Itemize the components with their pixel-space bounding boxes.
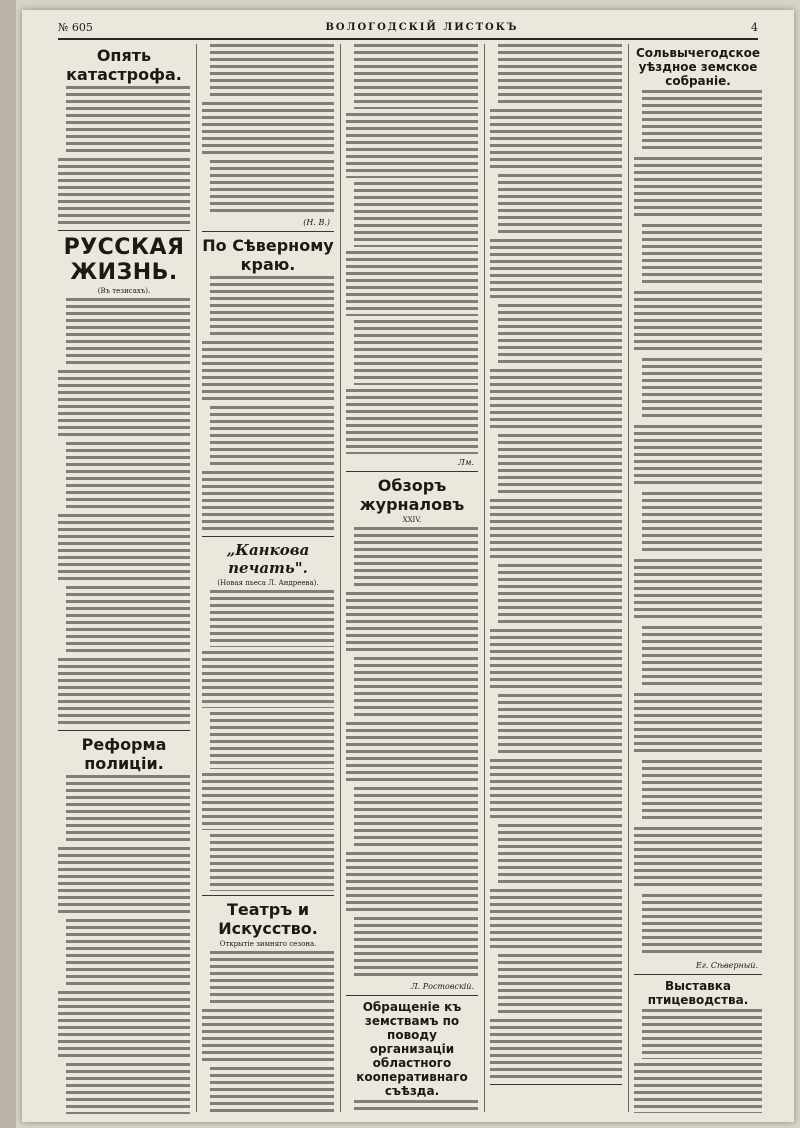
column-divider (196, 44, 197, 1112)
column-3 (346, 44, 478, 1114)
column-1 (58, 44, 190, 1114)
text-paragraph (354, 917, 478, 978)
article (634, 46, 762, 975)
article-divider (58, 230, 190, 231)
article-headline: Выставка птицеводства. (647, 979, 749, 1007)
masthead (58, 16, 758, 40)
text-paragraph (642, 358, 762, 421)
text-paragraph (210, 951, 334, 1005)
article (490, 44, 622, 1085)
text-paragraph (346, 251, 478, 316)
article-headline: Обращеніе къ земствамъ по поводу организаціи областного кооперативнаго съѣзда. (356, 1000, 468, 1098)
text-paragraph (58, 370, 190, 438)
text-paragraph (202, 773, 334, 830)
article-signature: Л. Ростовскій. (410, 982, 474, 991)
text-paragraph (642, 760, 762, 823)
article-headline: Опять катастрофа. (66, 46, 182, 84)
text-paragraph (498, 694, 622, 755)
text-paragraph (642, 492, 762, 555)
article (346, 1000, 478, 1114)
text-paragraph (634, 157, 762, 220)
text-paragraph (58, 991, 190, 1059)
text-paragraph (202, 651, 334, 708)
article-headline: Театръ и Искусство. (218, 900, 318, 938)
text-paragraph (490, 499, 622, 560)
column-divider (484, 44, 485, 1112)
article (346, 44, 478, 472)
article-subtitle: (Въ тезисахъ). (97, 287, 151, 295)
text-paragraph (490, 239, 622, 300)
text-paragraph (642, 894, 762, 957)
text-paragraph (354, 44, 478, 109)
text-paragraph (202, 102, 334, 156)
text-paragraph (642, 626, 762, 689)
text-paragraph (346, 722, 478, 783)
article (202, 900, 334, 1114)
text-paragraph (490, 369, 622, 430)
scan-left-edge (0, 0, 16, 1128)
text-paragraph (490, 109, 622, 170)
column-divider (340, 44, 341, 1112)
page-number: 4 (750, 20, 758, 34)
newspaper-page (22, 10, 794, 1122)
text-paragraph (634, 1063, 762, 1113)
text-paragraph (642, 1009, 762, 1059)
text-paragraph (490, 759, 622, 820)
text-paragraph (66, 86, 190, 154)
article (634, 979, 762, 1114)
text-paragraph (66, 775, 190, 843)
article (346, 476, 478, 996)
text-paragraph (66, 586, 190, 654)
text-paragraph (634, 693, 762, 756)
article-headline: „Канкова печать". (226, 541, 310, 577)
column-5 (634, 44, 762, 1114)
article-divider (202, 231, 334, 232)
article-divider (58, 730, 190, 731)
text-paragraph (490, 1019, 622, 1080)
text-paragraph (210, 406, 334, 467)
text-paragraph (498, 174, 622, 235)
text-paragraph (634, 425, 762, 488)
article-signature: Лм. (458, 458, 474, 467)
text-paragraph (346, 592, 478, 653)
text-paragraph (498, 954, 622, 1015)
article-divider (202, 895, 334, 896)
article-divider (634, 974, 762, 975)
column-2 (202, 44, 334, 1114)
text-paragraph (346, 852, 478, 913)
text-paragraph (210, 712, 334, 769)
article-divider (346, 995, 478, 996)
article-divider (202, 536, 334, 537)
text-paragraph (498, 564, 622, 625)
article (202, 541, 334, 896)
text-paragraph (498, 44, 622, 105)
text-paragraph (66, 298, 190, 366)
text-paragraph (634, 291, 762, 354)
text-paragraph (490, 629, 622, 690)
column-divider (628, 44, 629, 1112)
text-paragraph (210, 834, 334, 891)
text-paragraph (66, 442, 190, 510)
text-paragraph (498, 434, 622, 495)
text-paragraph (202, 471, 334, 532)
article (202, 236, 334, 537)
article-divider (346, 471, 478, 472)
text-paragraph (210, 44, 334, 98)
newspaper-title: ВОЛОГОДСКІЙ ЛИСТОКЪ (325, 21, 519, 33)
text-paragraph (634, 827, 762, 890)
text-paragraph (354, 182, 478, 247)
article (58, 235, 190, 731)
column-4 (490, 44, 622, 1114)
text-paragraph (210, 590, 334, 647)
article-headline: Сольвычегодское уѣздное земское собраніе. (635, 46, 761, 88)
text-paragraph (346, 389, 478, 454)
text-paragraph (498, 304, 622, 365)
article-headline: РУССКАЯ ЖИЗНЬ. (63, 235, 185, 285)
article (58, 735, 190, 1114)
text-paragraph (354, 1100, 478, 1114)
text-paragraph (354, 527, 478, 588)
article-signature: Ег. Сѣверный. (695, 961, 758, 970)
text-paragraph (490, 889, 622, 950)
text-paragraph (210, 276, 334, 337)
text-paragraph (634, 559, 762, 622)
text-paragraph (66, 1063, 190, 1114)
text-paragraph (66, 919, 190, 987)
article (58, 46, 190, 231)
article (202, 44, 334, 232)
article-divider (490, 1084, 622, 1085)
text-paragraph (354, 657, 478, 718)
article-headline: По Сѣверному краю. (202, 236, 334, 274)
text-paragraph (354, 320, 478, 385)
text-paragraph (210, 1067, 334, 1114)
text-paragraph (58, 847, 190, 915)
article-subtitle: XXIV. (402, 516, 422, 524)
issue-number: № 605 (58, 20, 93, 34)
text-paragraph (202, 1009, 334, 1063)
article-headline: Реформа полиціи. (81, 735, 167, 773)
text-paragraph (58, 158, 190, 226)
text-paragraph (498, 824, 622, 885)
text-paragraph (642, 90, 762, 153)
text-paragraph (346, 113, 478, 178)
text-paragraph (58, 658, 190, 726)
text-paragraph (642, 224, 762, 287)
article-headline: Обзоръ журналовъ (359, 476, 465, 514)
text-paragraph (202, 341, 334, 402)
text-paragraph (58, 514, 190, 582)
text-paragraph (210, 160, 334, 214)
text-paragraph (354, 787, 478, 848)
article-subtitle: Открытіе зимняго сезона. (219, 940, 317, 948)
article-subtitle: (Новая пьеса Л. Андреева). (217, 579, 319, 587)
article-signature: (Н. В.) (303, 218, 330, 227)
